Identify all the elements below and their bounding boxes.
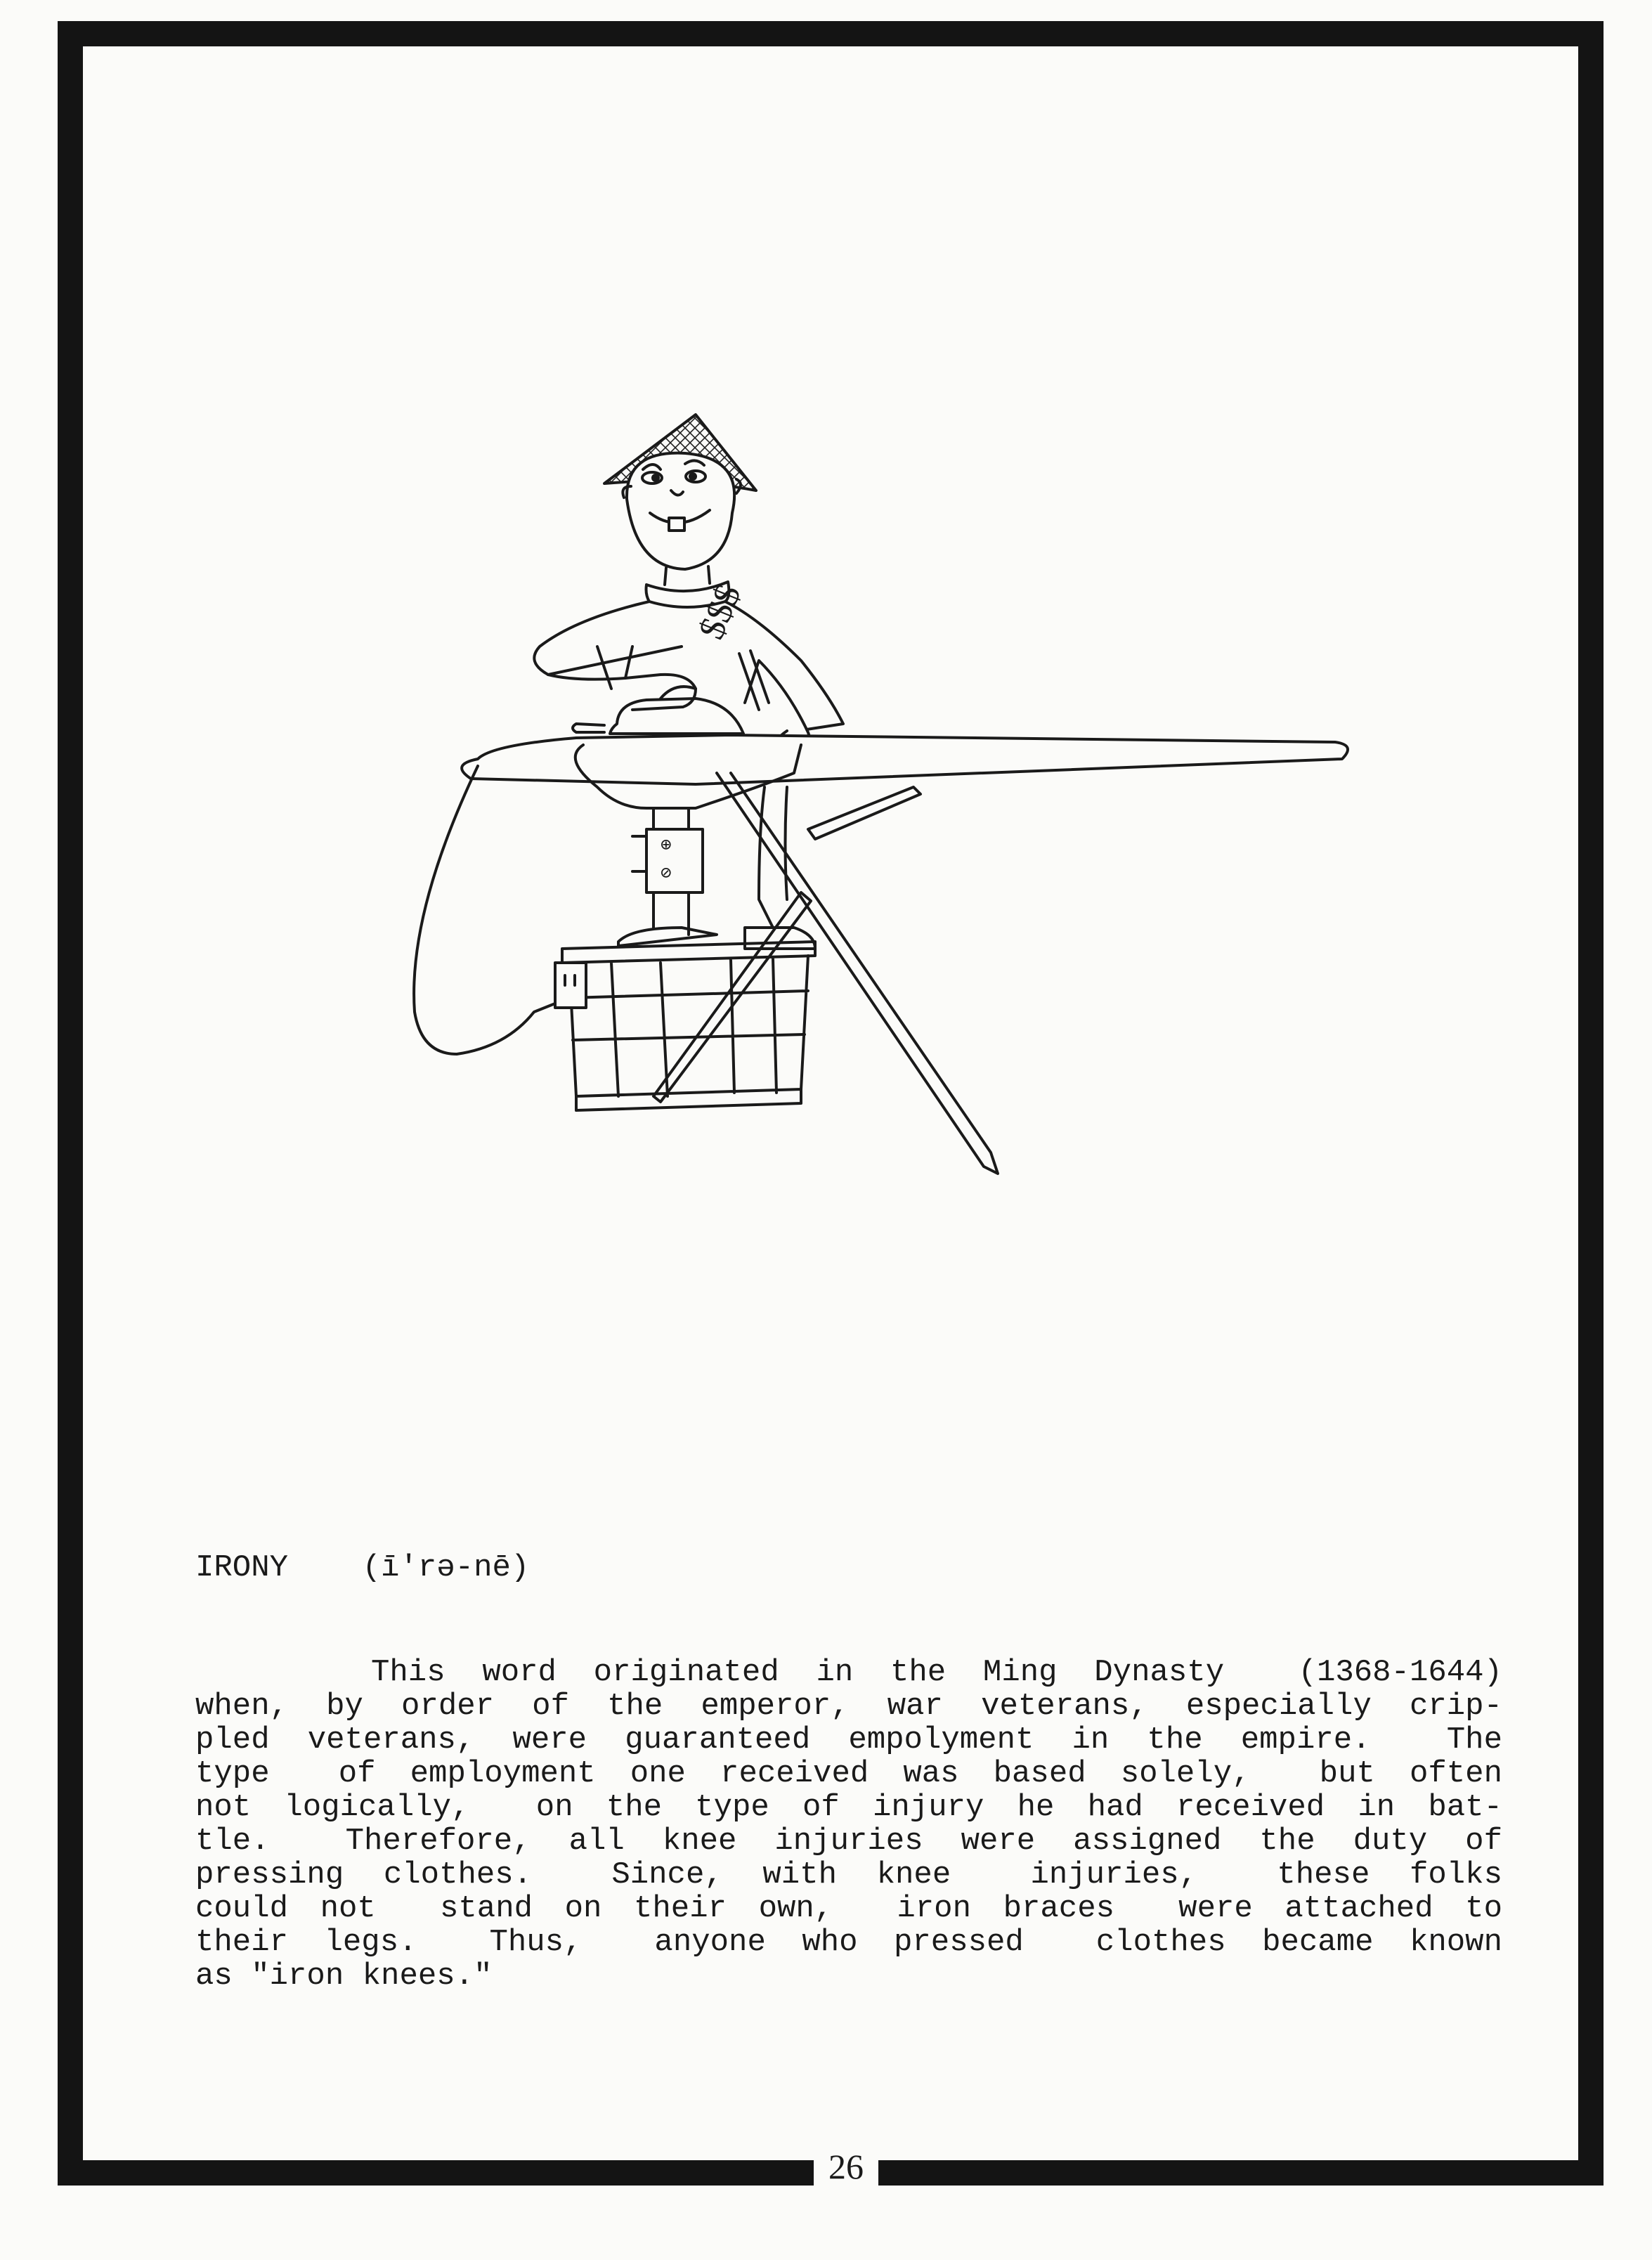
ironing-man-illustration xyxy=(365,394,1363,1237)
ironing-board xyxy=(462,735,1348,784)
svg-text:⊘: ⊘ xyxy=(661,863,672,884)
page-number: 26 xyxy=(814,2142,878,2191)
body-line: tle. Therefore, all knee injuries were assigned the duty of xyxy=(195,1824,1502,1859)
entry-heading xyxy=(195,1550,529,1585)
body-line: as "iron knees." xyxy=(195,1959,493,1994)
body-line: their legs. Thus, anyone who pressed clothes became known xyxy=(195,1925,1502,1960)
body-line: pled veterans, were guaranteed empolyment in the empire. The xyxy=(195,1722,1502,1758)
body-line: when, by order of the emperor, war veterans, especially crip- xyxy=(195,1689,1502,1724)
board-leg xyxy=(717,773,998,1174)
shirt-mark: $$$ xyxy=(691,578,749,645)
sweater xyxy=(534,602,843,729)
board-leg xyxy=(808,787,921,839)
entry-word: IRONY xyxy=(195,1550,289,1585)
outlet xyxy=(555,963,586,1008)
body-line: pressing clothes. Since, with knee injuries, these folks xyxy=(195,1857,1502,1892)
body-line: type of employment one received was based solely, but often xyxy=(195,1756,1502,1791)
entry-pronunciation: (ī′rə-nē) xyxy=(362,1550,530,1585)
body-line: This word originated in the Ming Dynasty (1368-1644) xyxy=(371,1655,1502,1690)
crate xyxy=(562,942,815,1110)
cord xyxy=(414,766,569,1054)
iron xyxy=(610,699,743,734)
body-line: could not stand on their own, iron braces were attached to xyxy=(195,1891,1502,1926)
body-paragraph xyxy=(195,1656,1502,1993)
knee-brace xyxy=(646,829,703,892)
svg-text:⊕: ⊕ xyxy=(661,835,672,856)
body-line: not logically, on the type of injury he had received in bat- xyxy=(195,1790,1502,1825)
